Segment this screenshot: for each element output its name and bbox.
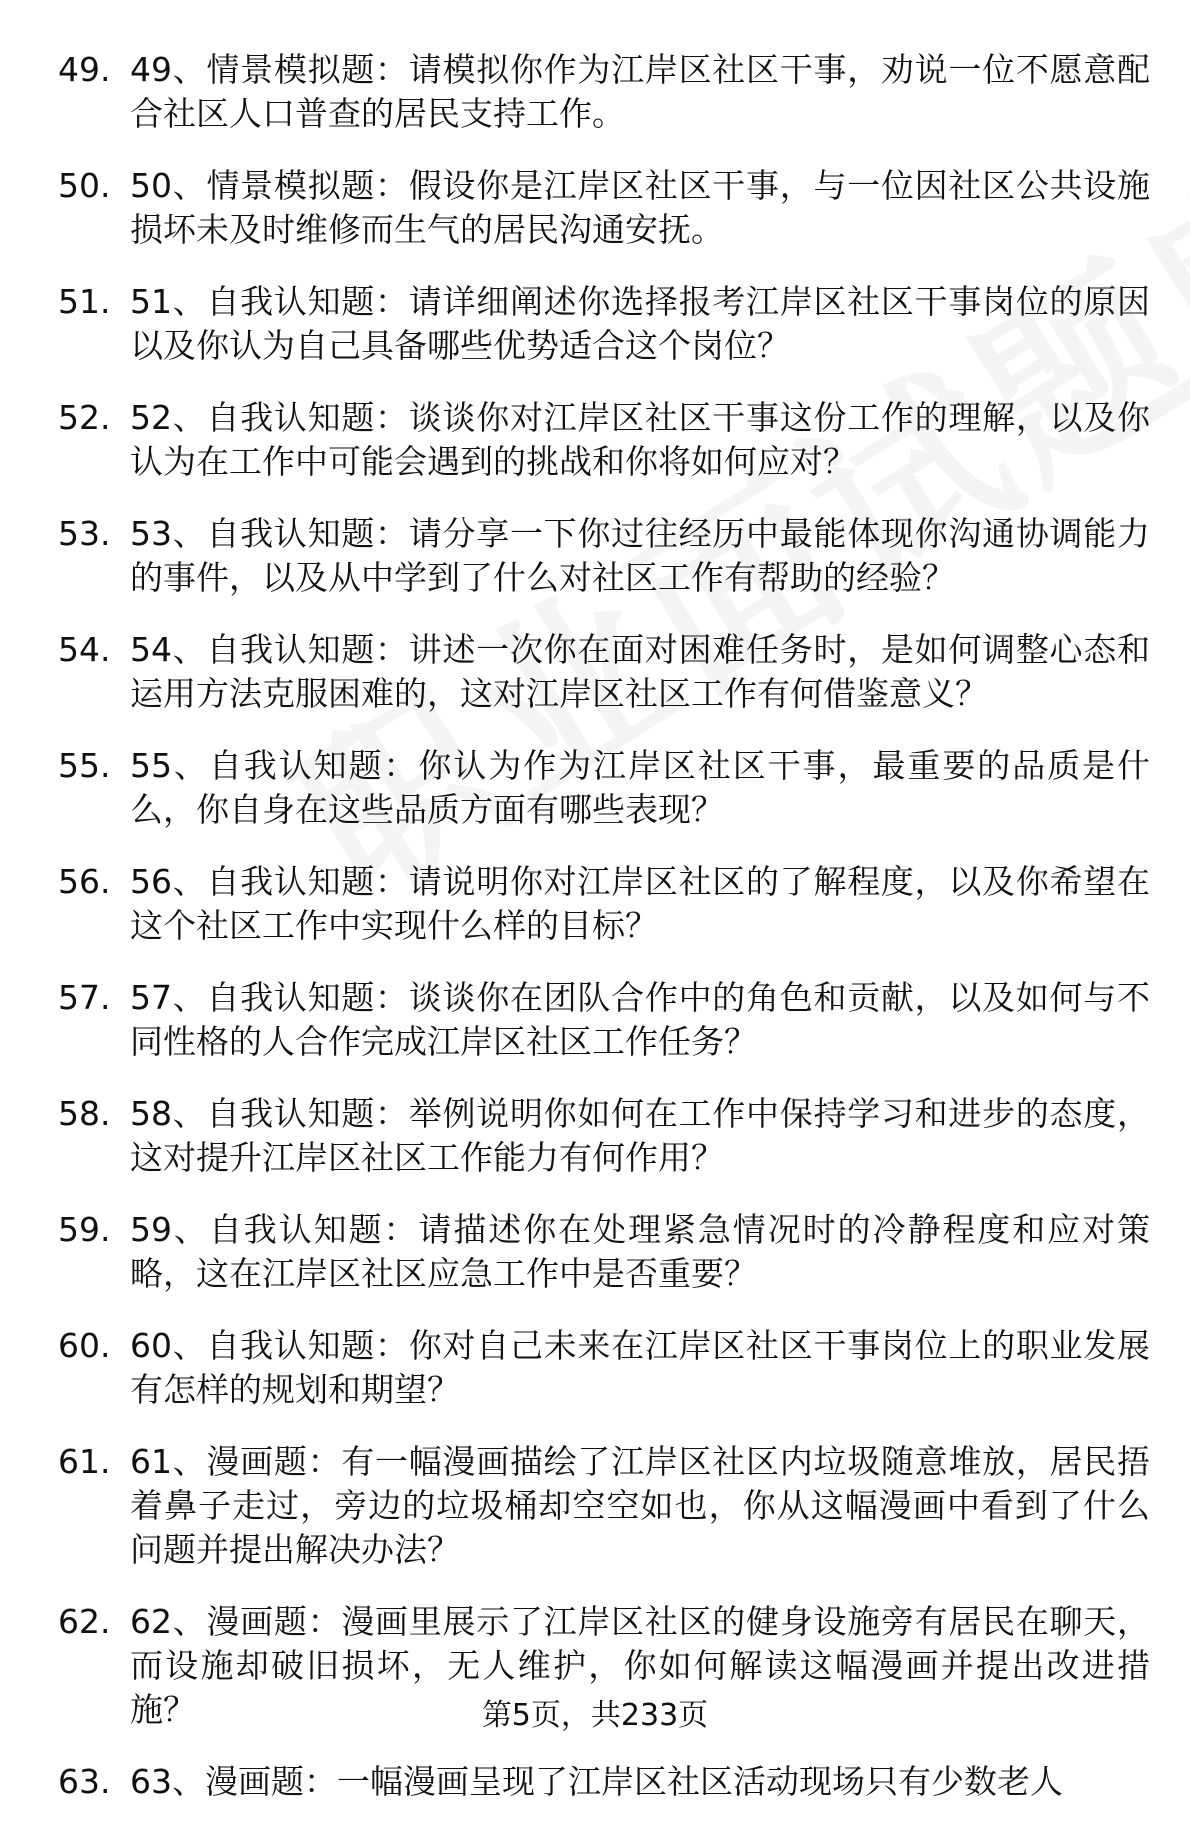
item-number: 53. (58, 514, 111, 553)
item-text: 57、自我认知题：谈谈你在团队合作中的角色和贡献，以及如何与不同性格的人合作完成江岸区社区工作任务？ (130, 978, 1150, 1061)
list-item (0, 164, 1190, 252)
item-number: 50. (58, 166, 111, 205)
list-item (0, 976, 1190, 1064)
item-text: 61、漫画题：有一幅漫画描绘了江岸区社区内垃圾随意堆放，居民捂着鼻子走过，旁边的垃圾桶却空空如也，你从这幅漫画中看到了什么问题并提出解决办法？ (130, 1442, 1150, 1569)
item-number: 63. (58, 1762, 111, 1801)
item-number: 56. (58, 862, 111, 901)
item-number: 57. (58, 978, 111, 1017)
item-number: 58. (58, 1094, 111, 1133)
item-number: 55. (58, 746, 111, 785)
item-text: 56、自我认知题：请说明你对江岸区社区的了解程度，以及你希望在这个社区工作中实现什么样的目标？ (130, 862, 1150, 945)
item-text: 50、情景模拟题：假设你是江岸区社区干事，与一位因社区公共设施损坏未及时维修而生气的居民沟通安抚。 (130, 166, 1150, 249)
item-text: 53、自我认知题：请分享一下你过往经历中最能体现你沟通协调能力的事件，以及从中学到了什么对社区工作有帮助的经验？ (130, 514, 1150, 597)
page-footer: 第5页，共233页 (481, 1698, 709, 1733)
list-item (0, 396, 1190, 484)
list-item (0, 744, 1190, 832)
item-text: 52、自我认知题：谈谈你对江岸区社区干事这份工作的理解，以及你认为在工作中可能会遇到的挑战和你将如何应对？ (130, 398, 1150, 481)
item-number: 51. (58, 282, 111, 321)
list-item (0, 1440, 1190, 1572)
item-number: 62. (58, 1602, 111, 1641)
item-text: 55、自我认知题：你认为作为江岸区社区干事，最重要的品质是什么，你自身在这些品质方面有哪些表现？ (130, 746, 1150, 829)
item-text: 62、漫画题：漫画里展示了江岸区社区的健身设施旁有居民在聊天，而设施却破旧损坏，无人维护，你如何解读这幅漫画并提出改进措施？ (130, 1602, 1150, 1729)
list-item (0, 1760, 1190, 1804)
item-number: 54. (58, 630, 111, 669)
item-text: 54、自我认知题：讲述一次你在面对困难任务时，是如何调整心态和运用方法克服困难的，这对江岸区社区工作有何借鉴意义？ (130, 630, 1150, 713)
list-item (0, 512, 1190, 600)
item-text: 58、自我认知题：举例说明你如何在工作中保持学习和进步的态度，这对提升江岸区社区工作能力有何作用？ (130, 1094, 1150, 1177)
question-list (0, 48, 1190, 1832)
item-text: 49、情景模拟题：请模拟你作为江岸区社区干事，劝说一位不愿意配合社区人口普查的居民支持工作。 (130, 50, 1150, 133)
item-number: 49. (58, 50, 111, 89)
item-text: 63、漫画题：一幅漫画呈现了江岸区社区活动现场只有少数老人 (130, 1762, 1063, 1801)
item-text: 51、自我认知题：请详细阐述你选择报考江岸区社区干事岗位的原因以及你认为自己具备哪些优势适合这个岗位？ (130, 282, 1150, 365)
list-item (0, 860, 1190, 948)
list-item (0, 1324, 1190, 1412)
item-number: 59. (58, 1210, 111, 1249)
list-item (0, 1208, 1190, 1296)
item-text: 59、自我认知题：请描述你在处理紧急情况时的冷静程度和应对策略，这在江岸区社区应急工作中是否重要？ (130, 1210, 1150, 1293)
item-number: 52. (58, 398, 111, 437)
list-item (0, 48, 1190, 136)
item-text: 60、自我认知题：你对自己未来在江岸区社区干事岗位上的职业发展有怎样的规划和期望？ (130, 1326, 1150, 1409)
item-number: 60. (58, 1326, 111, 1365)
list-item (0, 628, 1190, 716)
item-number: 61. (58, 1442, 111, 1481)
list-item (0, 280, 1190, 368)
list-item (0, 1092, 1190, 1180)
